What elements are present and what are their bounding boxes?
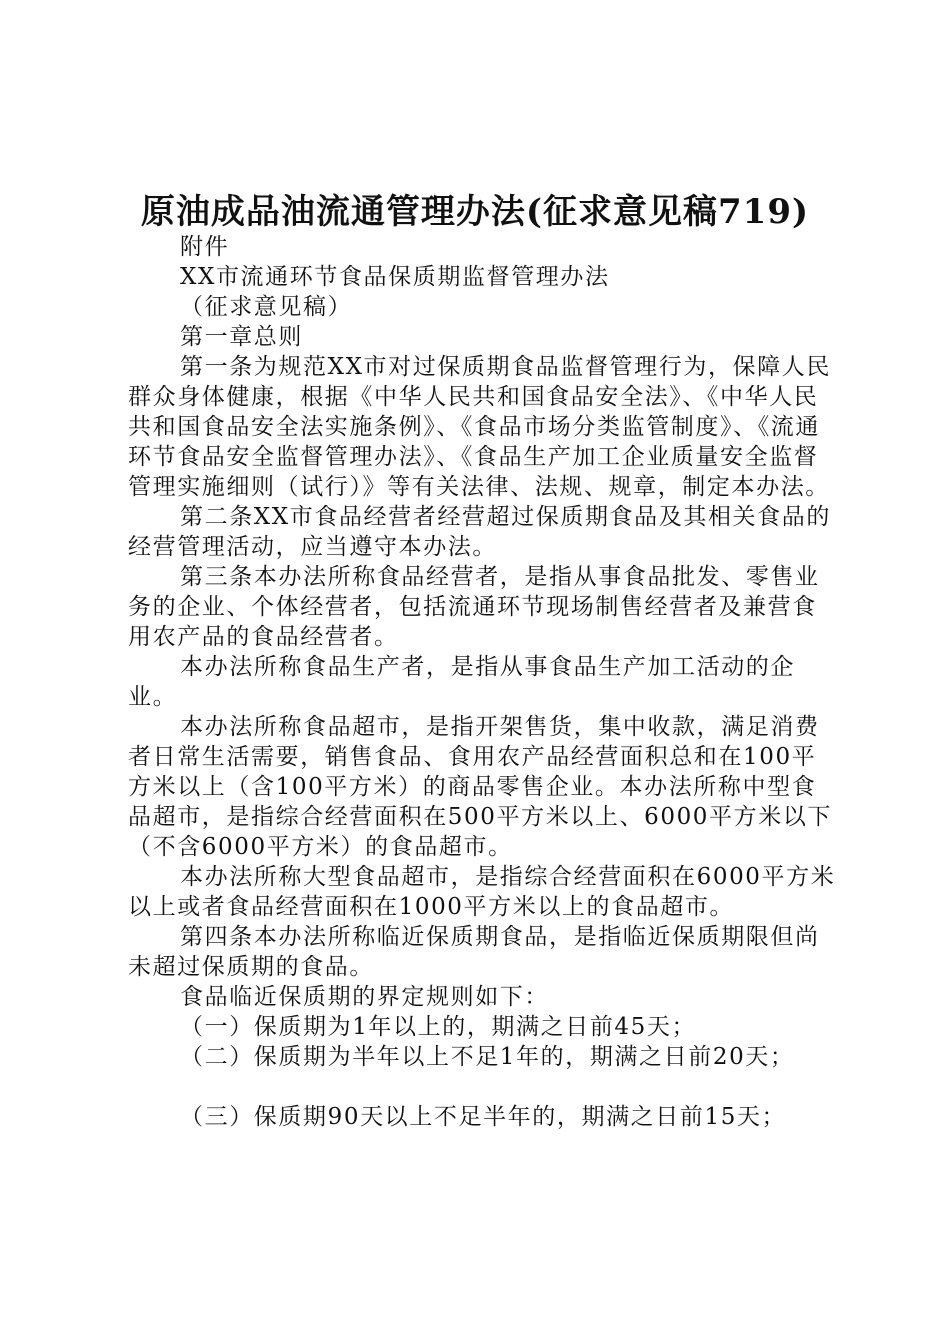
article-2: 第二条XX市食品经营者经营超过保质期食品及其相关食品的经营管理活动，应当遵守本办法。 [128, 504, 831, 560]
article-3: 第三条本办法所称食品经营者，是指从事食品批发、零售业务的企业、个体经营者，包括流通环节现场制售经营者及兼营食用农产品的食品经营者。 [128, 564, 820, 650]
rule-item-1: （一）保质期为1年以上的，期满之日前45天； [180, 1014, 697, 1040]
rule-item-2: （二）保质期为半年以上不足1年的，期满之日前20天； [180, 1044, 795, 1070]
article-4: 第四条本办法所称临近保质期食品，是指临近保质期限但尚未超过保质期的食品。 [128, 924, 820, 980]
draft-note: （征求意见稿） [180, 294, 353, 320]
document-title: 原油成品油流通管理办法(征求意见稿719) [140, 192, 810, 232]
attachment-label: 附件 [180, 234, 230, 260]
article-1: 第一条为规范XX市对过保质期食品监督管理行为，保障人民群众身体健康，根据《中华人民共和国食品安全法》、《中华人民共和国食品安全法实施条例》、《食品市场分类监管制度》、《流通环节食品安全监督管理办法》、《食品生产加工企业质量安全监督管理实施细则（试行）》等有关法律、法规、规章，制定本办法。 [128, 354, 831, 500]
definition-large-supermarket: 本办法所称大型食品超市，是指综合经营面积在6000平方米以上或者食品经营面积在1000平方米以上的食品超市。 [128, 864, 836, 920]
definition-producer: 本办法所称食品生产者，是指从事食品生产加工活动的企业。 [128, 654, 795, 710]
rule-item-3: （三）保质期90天以上不足半年的，期满之日前15天； [180, 1104, 787, 1130]
rules-intro: 食品临近保质期的界定规则如下： [180, 984, 549, 1010]
document-body [128, 232, 840, 1132]
regulation-name: XX市流通环节食品保质期监督管理办法 [180, 264, 610, 290]
chapter-heading: 第一章总则 [180, 324, 303, 350]
definition-supermarket: 本办法所称食品超市，是指开架售货，集中收款，满足消费者日常生活需要，销售食品、食用农产品经营面积总和在100平方米以上（含100平方米）的商品零售企业。本办法所称中型食品超市，是指综合经营面积在500平方米以上、6000平方米以下（不含6000平方米）的食品超市。 [128, 714, 833, 860]
